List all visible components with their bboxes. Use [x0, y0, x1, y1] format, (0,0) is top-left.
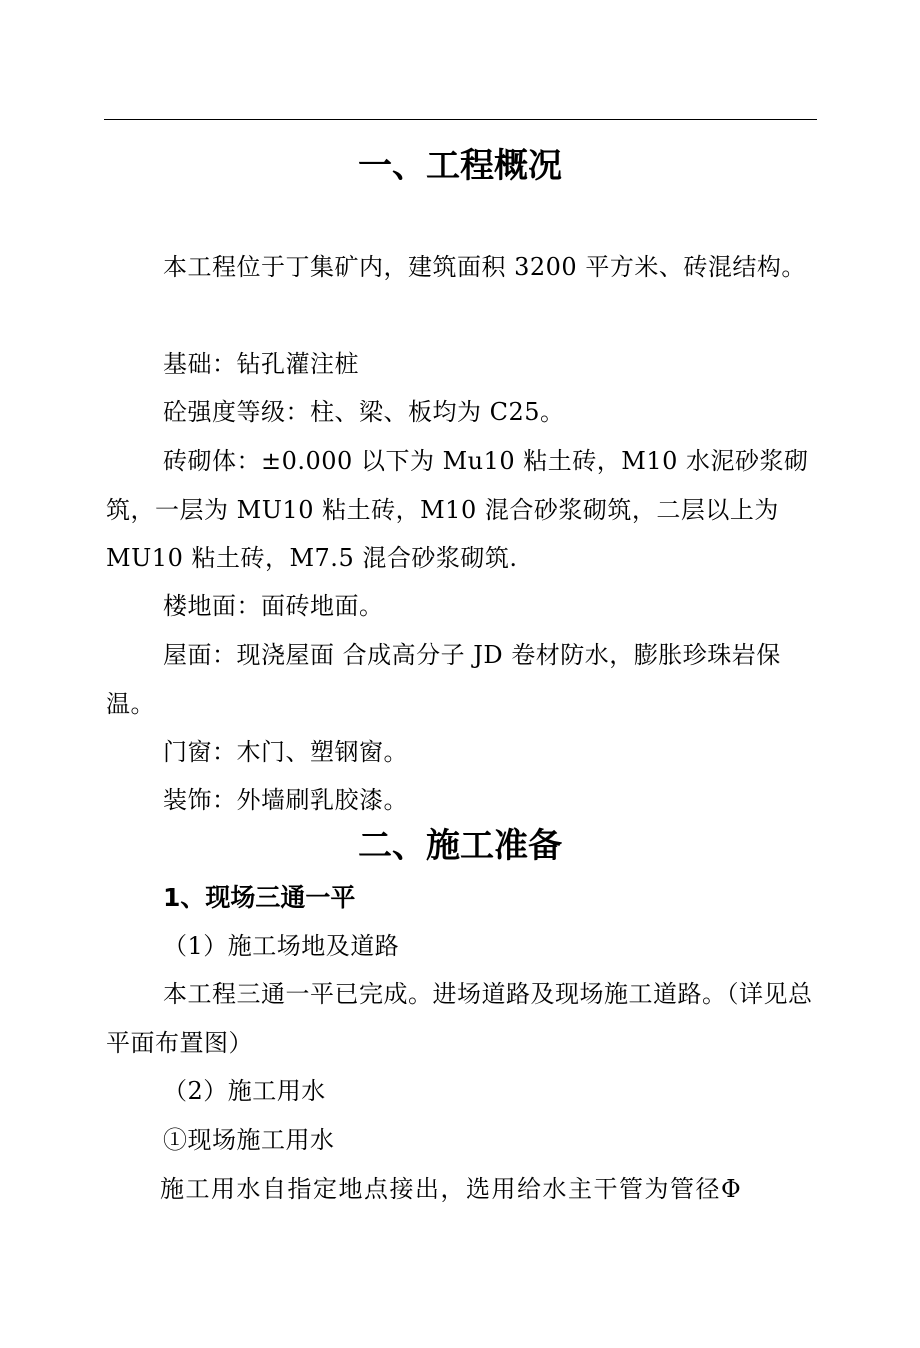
paragraph-doors: 门窗：木门、塑钢窗。: [163, 738, 408, 766]
paragraph-floor: 楼地面：面砖地面。: [163, 592, 384, 620]
paragraph-site-roads: 本工程三通一平已完成。进场道路及现场施工道路。（详见总平面布置图）: [106, 980, 813, 1057]
section-site-prep: 1、现场三通一平: [163, 883, 356, 912]
header-rule: [104, 119, 817, 120]
heading-project-overview: 一、工程概况: [358, 146, 562, 186]
paragraph-roof: 屋面：现浇屋面 合成高分子 JD 卷材防水，膨胀珍珠岩保温。: [106, 641, 781, 718]
item-site-water: ①现场施工用水: [163, 1126, 335, 1154]
paragraph-foundation: 基础：钻孔灌注桩: [163, 350, 359, 378]
paragraph-masonry: 砖砌体：±0.000 以下为 Mu10 粘土砖，M10 水泥砂浆砌筑，一层为 MU10 粘土砖，M10 混合砂浆砌筑，二层以上为 MU10 粘土砖，M7.5 混合砂浆砌筑.: [106, 447, 809, 572]
heading-construction-prep: 二、施工准备: [358, 826, 562, 866]
paragraph-water-supply: 施工用水自指定地点接出，选用给水主干管为管径Φ: [160, 1175, 743, 1203]
item-water: （2）施工用水: [163, 1077, 326, 1105]
paragraph-decoration: 装饰：外墙刷乳胶漆。: [163, 786, 408, 814]
paragraph-concrete: 砼强度等级：柱、梁、板均为 C25。: [163, 398, 565, 426]
item-site-roads: （1）施工场地及道路: [163, 932, 400, 960]
paragraph-intro: 本工程位于丁集矿内，建筑面积 3200 平方米、砖混结构。: [163, 253, 806, 281]
